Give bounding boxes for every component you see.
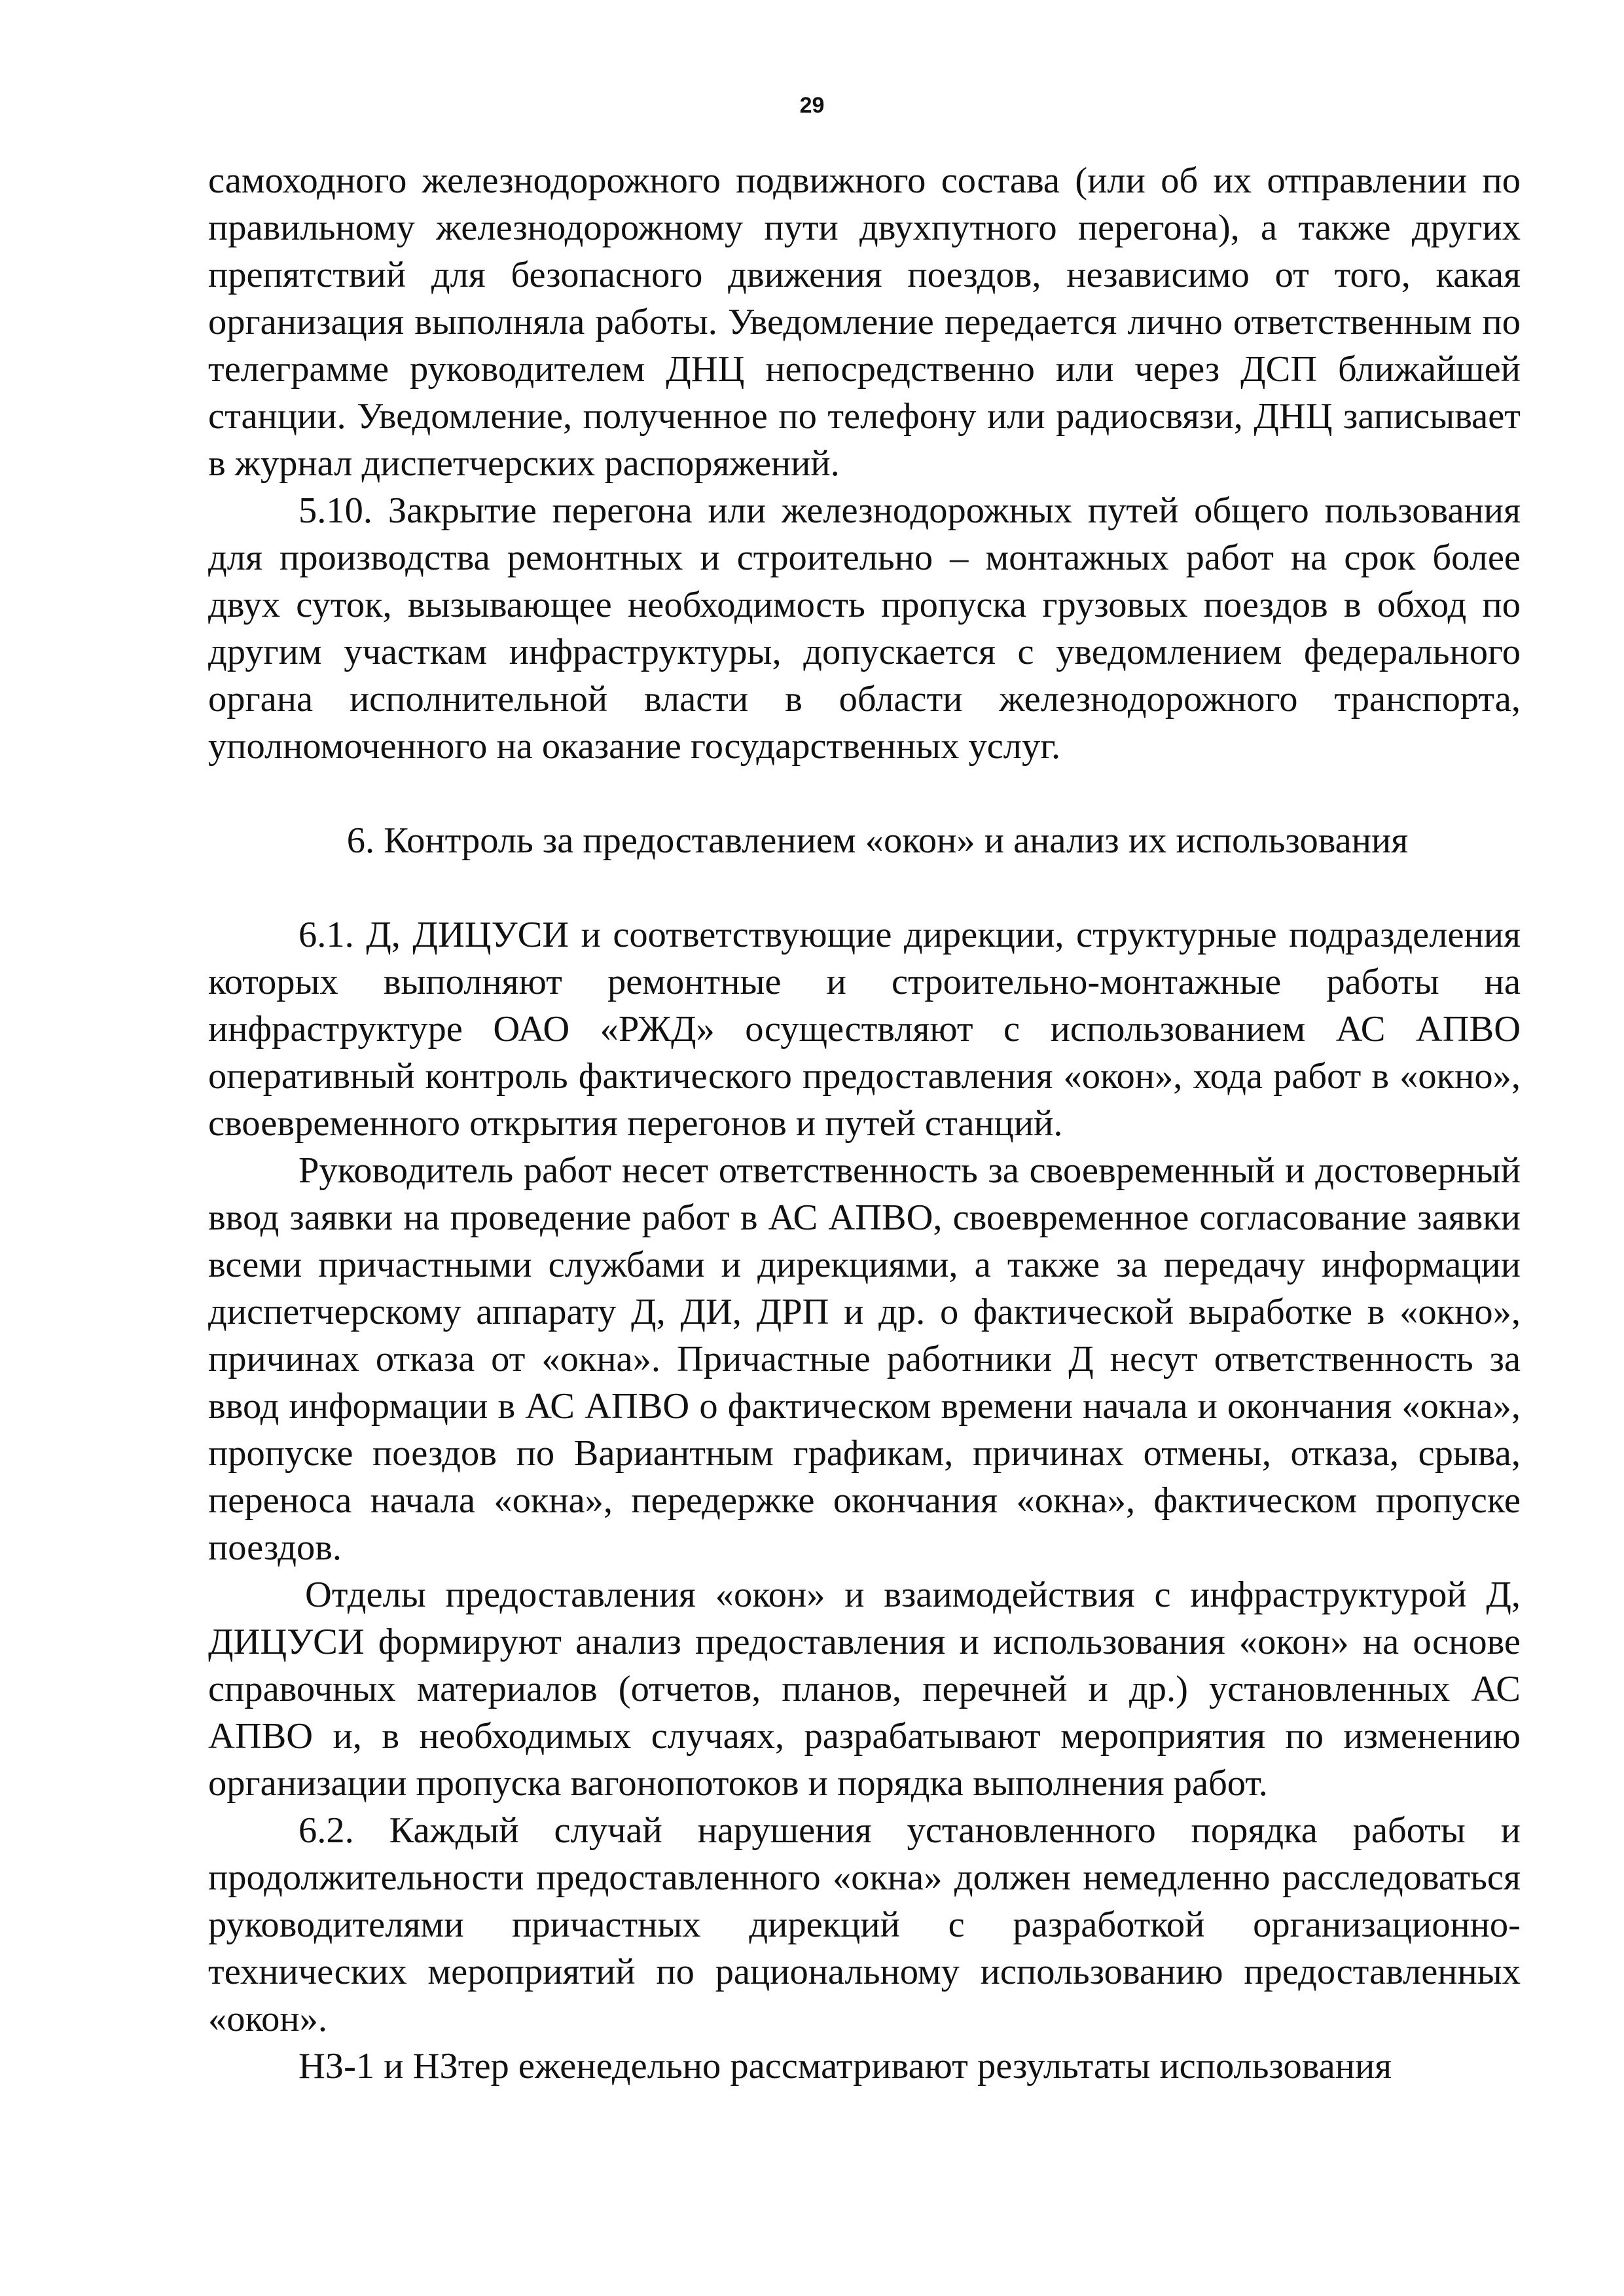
- paragraph-6-2: 6.2. Каждый случай нарушения установленного порядка работы и продолжительности предоставленного «окна» должен немедленно расследоваться руководителями причастных дирекций с разработкой организационно-технических мероприятий по рациональному использованию предоставленных «окон».: [208, 1810, 1521, 2039]
- paragraph-5-10: 5.10. Закрытие перегона или железнодорожных путей общего пользования для производства ремонтных и строительно – монтажных работ на срок более двух суток, вызывающее необходимость пропуска грузовых поездов в обход по другим участкам инфраструктуры, допускается с уведомлением федерального органа исполнительной власти в области железнодорожного транспорта, уполномоченного на оказание государственных услуг.: [208, 490, 1521, 767]
- document-body: [208, 157, 1521, 2090]
- paragraph-6-1: 6.1. Д, ДИЦУСИ и соответствующие дирекции, структурные подразделения которых выполняют ремонтные и строительно-монтажные работы на инфраструктуре ОАО «РЖД» осуществляют с использованием АС АПВО оперативный контроль фактического предоставления «окон», хода работ в «окно», своевременного открытия перегонов и путей станций.: [208, 915, 1521, 1144]
- paragraph-nz1: НЗ-1 и НЗтер еженедельно рассматривают результаты использования: [298, 2046, 1392, 2086]
- paragraph-work-leader: Руководитель работ несет ответственность за своевременный и достоверный ввод заявки на проведение работ в АС АПВО, своевременное согласование заявки всеми причастными службами и дирекциями, а также за передачу информации диспетчерскому аппарату Д, ДИ, ДРП и др. о фактической выработке в «окно», причинах отказа от «окна». Причастные работники Д несут ответственность за ввод информации в АС АПВО о фактическом времени начала и окончания «окна», пропуске поездов по Вариантным графикам, причинах отмены, отказа, срыва, переноса начала «окна», передержке окончания «окна», фактическом пропуске поездов.: [208, 1150, 1521, 1568]
- paragraph-continuation: самоходного железнодорожного подвижного состава (или об их отправлении по правильному железнодорожному пути двухпутного перегона), а также других препятствий для безопасного движения поездов, независимо от того, какая организация выполняла работы. Уведомление передается лично ответственным по телеграмме руководителем ДНЦ непосредственно или через ДСП ближайшей станции. Уведомление, полученное по телефону или радиосвязи, ДНЦ записывает в журнал диспетчерских распоряжений.: [208, 160, 1521, 484]
- paragraph-departments: Отделы предоставления «окон» и взаимодействия с инфраструктурой Д, ДИЦУСИ формируют анализ предоставления и использования «окон» на основе справочных материалов (отчетов, планов, перечней и др.) установленных АС АПВО и, в необходимых случаях, разрабатывают мероприятия по изменению организации пропуска вагонопотоков и порядка выполнения работ.: [208, 1575, 1521, 1804]
- page-number: 29: [799, 93, 825, 118]
- section-heading-6: 6. Контроль за предоставлением «окон» и анализ их использования: [346, 820, 1409, 861]
